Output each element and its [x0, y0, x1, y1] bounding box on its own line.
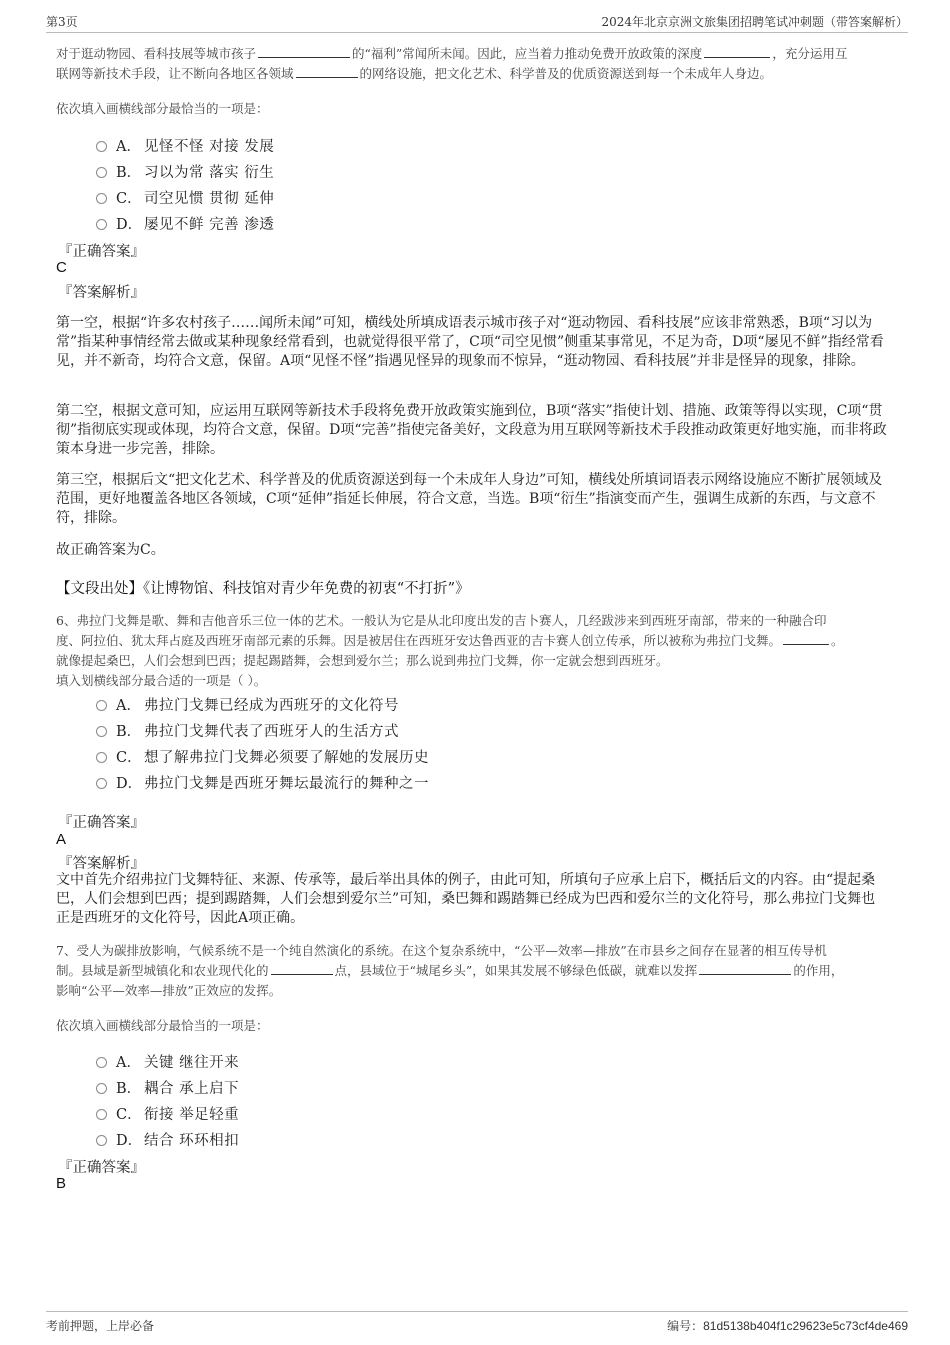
document-code: 编号：81d5138b404f1c29623e5c73cf4de469: [667, 1319, 908, 1333]
q5-analysis-label: 『答案解析』: [58, 285, 145, 301]
radio-icon[interactable]: [96, 167, 107, 178]
radio-icon[interactable]: [96, 141, 107, 152]
q6-option-a[interactable]: A． 弗拉门戈舞已经成为西班牙的文化符号: [96, 692, 696, 718]
q7-options: [96, 1049, 696, 1153]
q5-analysis-p3: 第三空，根据后文“把文化艺术、科学普及的优质资源送到每一个未成年人身边”可知，横线处所填词语表示网络设施应不断扩展领域及范围，更好地覆盖各地区各领域，C项“延伸”指延长伸展，符合文意，当选。B项“衍生”指演变而产生，强调生成新的东西，与文意不符，排除。: [56, 472, 883, 526]
radio-icon[interactable]: [96, 1083, 107, 1094]
q7-option-b[interactable]: B． 耦合 承上启下: [96, 1075, 696, 1101]
blank-1: [258, 45, 350, 58]
q7-answer: B: [56, 1175, 67, 1192]
radio-icon[interactable]: [96, 193, 107, 204]
q5-stem: 对于逛动物园、看科技展等城市孩子 的“福利”常闻所未闻。因此，应当着力推动免费开放政策的深度 ，充分运用互 联网等新技术手段，让不断向各地区各领域 的网络设施，把文化艺术、科学普及的优质资源送到每一个未成年人身边。: [56, 46, 848, 81]
q5-conclusion: 故正确答案为C。: [56, 542, 165, 558]
page-number: 第3页: [46, 15, 78, 29]
q6-options: [96, 692, 696, 796]
q5-option-b[interactable]: B． 习以为常 落实 衍生: [96, 159, 696, 185]
q5-option-c[interactable]: C． 司空见惯 贯彻 延伸: [96, 185, 696, 211]
q5-analysis-p1: 第一空，根据“许多农村孩子……闻所未闻”可知，横线处所填成语表示城市孩子对“逛动物园、看科技展”应该非常熟悉，B项“习以为常”指某种事情经常去做或某种现象经常看到，也就觉得很平常了，C项“司空见惯”侧重某事常见，不足为奇，D项“屡见不鲜”指经常看见，并不新奇，均符合文意，保留。A项“见怪不怪”指遇见怪异的现象而不惊异，“逛动物园、看科技展”并非是怪异的现象，排除。: [56, 315, 884, 369]
q5-answer-label: 『正确答案』: [58, 244, 145, 260]
q7-option-d[interactable]: D． 结合 环环相扣: [96, 1127, 696, 1153]
q7-instruction: 依次填入画横线部分最恰当的一项是：: [56, 1018, 269, 1033]
q5-analysis-p2: 第二空，根据文意可知，应运用互联网等新技术手段将免费开放政策实施到位，B项“落实”指使计划、措施、政策等得以实现，C项“贯彻”指彻底实现或体现，均符合文意，保留。D项“完善”指使完备美好，文段意为用互联网等新技术手段推动政策更好地实施，而非将政策本身进一步完善，排除。: [56, 403, 887, 457]
q6-answer-label: 『正确答案』: [58, 815, 145, 831]
q6-option-d[interactable]: D． 弗拉门戈舞是西班牙舞坛最流行的舞种之一: [96, 770, 696, 796]
q5-option-d[interactable]: D． 屡见不鲜 完善 渗透: [96, 211, 696, 237]
q7-option-a[interactable]: A． 关键 继往开来: [96, 1049, 696, 1075]
q5-source: 【文段出处】《让博物馆、科技馆对青少年免费的初衷“不打折”》: [56, 581, 470, 597]
radio-icon[interactable]: [96, 1109, 107, 1120]
radio-icon[interactable]: [96, 219, 107, 230]
blank-2: [704, 45, 770, 58]
blank-2: [699, 962, 791, 975]
q6-option-b[interactable]: B． 弗拉门戈舞代表了西班牙人的生活方式: [96, 718, 696, 744]
q5-instruction: 依次填入画横线部分最恰当的一项是：: [56, 101, 269, 116]
q7-answer-label: 『正确答案』: [58, 1160, 145, 1176]
q5-answer: C: [56, 259, 67, 276]
q5-option-a[interactable]: A． 见怪不怪 对接 发展: [96, 133, 696, 159]
page-header: [46, 10, 908, 33]
radio-icon[interactable]: [96, 700, 107, 711]
q6-stem: 6、弗拉门戈舞是歌、舞和吉他音乐三位一体的艺术。一般认为它是从北印度出发的吉卜赛人，几经跋涉来到西班牙南部，带来的一种融合印 度、阿拉伯、犹太拜占庭及西班牙南部元素的乐舞。因是被居住在西班牙安达鲁西亚的吉卡赛人创立传承，所以被称为弗拉门戈舞。 。 就像提起桑巴，人们会想到巴西；提起踢踏舞，会想到爱尔兰；那么说到弗拉门戈舞，你一定就会想到西班牙。 填入划横线部分最合适的一项是（ ）。: [56, 611, 888, 691]
blank-1: [271, 962, 333, 975]
q7-stem: 7、受人为碳排放影响，气候系统不是一个纯自然演化的系统。在这个复杂系统中，“公平—效率—排放”在市县乡之间存在显著的相互传导机 制。县域是新型城镇化和农业现代化的 点，县域位于“城尾乡头”，如果其发展不够绿色低碳，就难以发挥 的作用， 影响“公平—效率—排放”正效应的发挥。: [56, 943, 844, 998]
radio-icon[interactable]: [96, 1135, 107, 1146]
q6-option-c[interactable]: C． 想了解弗拉门戈舞必须要了解她的发展历史: [96, 744, 696, 770]
radio-icon[interactable]: [96, 726, 107, 737]
radio-icon[interactable]: [96, 1057, 107, 1068]
q7-option-c[interactable]: C． 衔接 举足轻重: [96, 1101, 696, 1127]
document-title: 2024年北京京洲文旅集团招聘笔试冲刺题（带答案解析）: [601, 15, 908, 29]
radio-icon[interactable]: [96, 752, 107, 763]
q6-analysis: 文中首先介绍弗拉门戈舞特征、来源、传承等，最后举出具体的例子，由此可知，所填句子应承上启下，概括后文的内容。由“提起桑巴，人们会想到巴西；提到踢踏舞，人们会想到爱尔兰”可知，桑巴舞和踢踏舞已经成为巴西和爱尔兰的文化符号，那么弗拉门戈舞也正是西班牙的文化符号，因此A项正确。: [56, 872, 876, 926]
blank-1: [783, 632, 829, 645]
q5-options: [96, 133, 696, 237]
page-footer: [46, 1311, 908, 1338]
q6-answer: A: [56, 831, 67, 848]
footer-slogan: 考前押题，上岸必备: [46, 1319, 155, 1333]
q6-instruction: 填入划横线部分最合适的一项是（ ）。: [56, 673, 267, 688]
q6-analysis-label: 『答案解析』: [58, 856, 145, 872]
blank-3: [296, 65, 358, 78]
radio-icon[interactable]: [96, 778, 107, 789]
